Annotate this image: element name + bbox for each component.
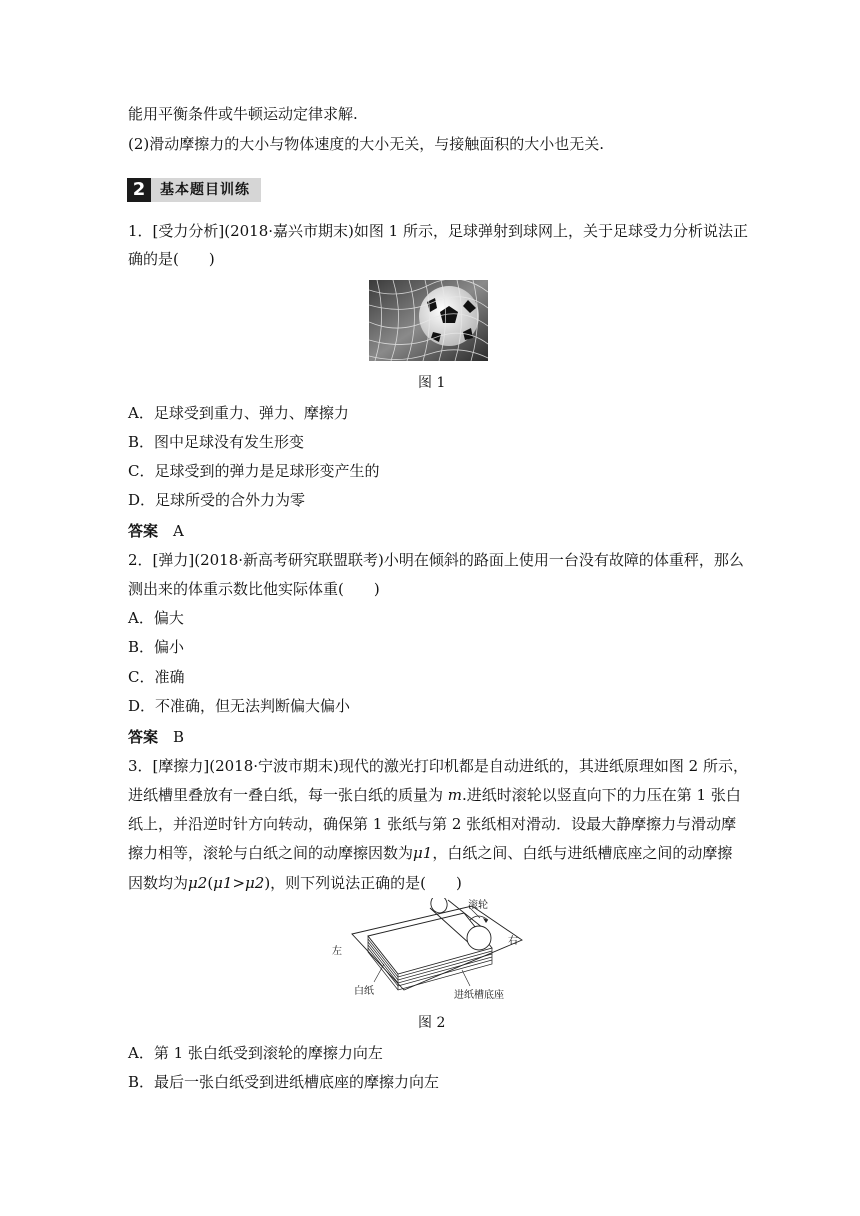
q3-stem-line-1: 3．[摩擦力](2018·宁波市期末)现代的激光打印机都是自动进纸的，其进纸原理如图 2 所示， — [128, 757, 748, 775]
section-title: 基本题目训练 — [160, 182, 250, 198]
q1-option-a: A．足球受到重力、弹力、摩擦力 — [128, 404, 349, 422]
paper-feed-diagram — [322, 898, 532, 1008]
label-tray-base: 进纸槽底座 — [454, 990, 504, 1001]
q2-option-c: C．准确 — [128, 668, 185, 686]
q3-stem-line-4: 擦力相等，滚轮与白纸之间的动摩擦因数为μ1，白纸之间、白纸与进纸槽底座之间的动摩擦 — [128, 844, 733, 862]
soccer-ball-net-photo — [369, 280, 488, 361]
mass-symbol: m — [447, 786, 463, 804]
q1-stem-line-2: 确的是( ) — [128, 250, 215, 268]
q2-stem-line-2: 测出来的体重示数比他实际体重( ) — [128, 580, 380, 598]
intro-line-2: (2)滑动摩擦力的大小与物体速度的大小无关，与接触面积的大小也无关. — [128, 135, 605, 153]
q1-option-c: C．足球受到的弹力是足球形变产生的 — [128, 462, 380, 480]
q2-option-d: D．不准确，但无法判断偏大偏小 — [128, 697, 351, 715]
q3-stem-line-2: 进纸槽里叠放有一叠白纸，每一张白纸的质量为 m.进纸时滚轮以竖直向下的力压在第 1 张白 — [128, 786, 741, 804]
q1-option-d: D．足球所受的合外力为零 — [128, 491, 306, 509]
label-left: 左 — [332, 946, 342, 957]
q3-option-a: A．第 1 张白纸受到滚轮的摩擦力向左 — [128, 1044, 383, 1062]
answer-label: 答案 — [128, 728, 159, 746]
q2-option-a: A．偏大 — [128, 609, 184, 627]
answer-label: 答案 — [128, 522, 159, 540]
intro-line-1: 能用平衡条件或牛顿运动定律求解. — [128, 105, 358, 123]
figure-1-caption: 图 1 — [418, 375, 446, 391]
q1-answer — [128, 521, 184, 541]
answer-value: A — [173, 522, 184, 540]
answer-value: B — [173, 728, 185, 746]
mu1-symbol: μ1 — [413, 844, 433, 862]
mu-inequality: μ1>μ2 — [213, 874, 265, 892]
q2-stem-line-1: 2．[弹力](2018·新高考研究联盟联考)小明在倾斜的路面上使用一台没有故障的体重秤，那么 — [128, 551, 744, 569]
section-header — [127, 178, 261, 202]
figure-2-caption: 图 2 — [418, 1015, 446, 1031]
section-number: 2 — [127, 178, 151, 202]
label-right: 右 — [508, 936, 518, 947]
label-roller: 滚轮 — [468, 900, 488, 911]
q3-option-b: B．最后一张白纸受到进纸槽底座的摩擦力向左 — [128, 1073, 440, 1091]
label-paper: 白纸 — [354, 986, 374, 997]
q2-answer — [128, 727, 184, 747]
q1-stem-line-1: 1．[受力分析](2018·嘉兴市期末)如图 1 所示，足球弹射到球网上，关于足球受力分析说法正 — [128, 222, 748, 240]
q2-option-b: B．偏小 — [128, 638, 185, 656]
q1-option-b: B．图中足球没有发生形变 — [128, 433, 305, 451]
q3-stem-line-3: 纸上，并沿逆时针方向转动，确保第 1 张纸与第 2 张纸相对滑动．设最大静摩擦力与滑动摩 — [128, 815, 737, 833]
q3-stem-line-5: 因数均为μ2(μ1>μ2)，则下列说法正确的是( ) — [128, 874, 462, 892]
mu2-symbol: μ2 — [188, 874, 208, 892]
